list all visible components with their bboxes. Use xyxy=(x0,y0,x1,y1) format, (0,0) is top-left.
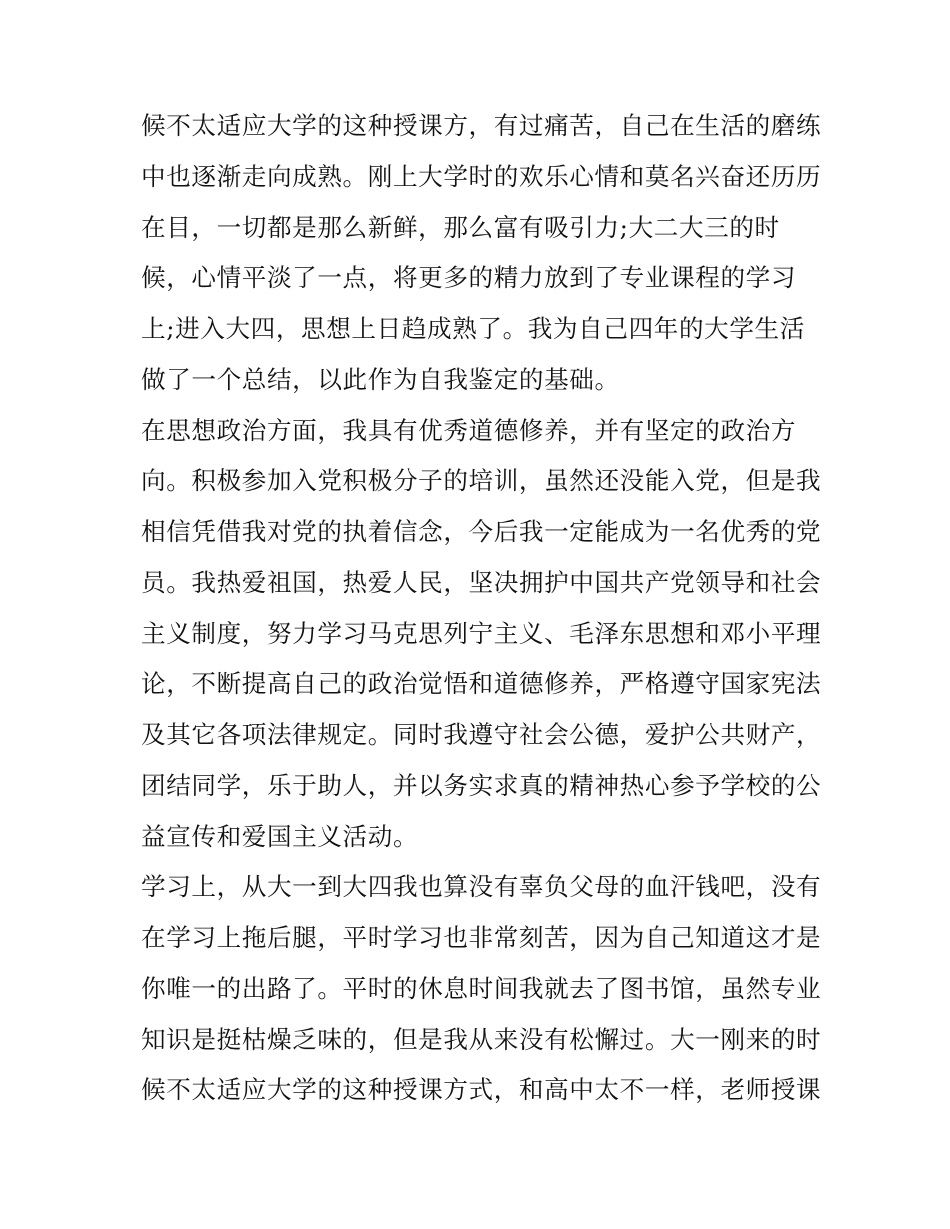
text-line: 候不太适应大学的这种授课方，有过痛苦，自己在生活的磨练 xyxy=(141,111,822,140)
text-line: 在目，一切都是那么新鲜，那么富有吸引力;大二大三的时 xyxy=(141,212,780,242)
text-line: 做了一个总结，以此作为自我鉴定的基础。 xyxy=(141,364,620,394)
text-line: 候不太适应大学的这种授课方式，和高中太不一样，老师授课 xyxy=(141,1075,822,1105)
text-line: 在学习上拖后腿，平时学习也非常刻苦，因为自己知道这才是 xyxy=(141,923,822,952)
text-line: 上;进入大四，思想上日趋成熟了。我为自己四年的大学生活 xyxy=(141,314,805,343)
text-line: 团结同学，乐于助人，并以务实求真的精神热心参予学校的公 xyxy=(141,770,822,800)
text-line: 论，不断提高自己的政治觉悟和道德修养，严格遵守国家宪法 xyxy=(141,669,822,699)
text-line: 你唯一的出路了。平时的休息时间我就去了图书馆，虽然专业 xyxy=(141,973,822,1003)
text-line: 主义制度，努力学习马克思列宁主义、毛泽东思想和邓小平理 xyxy=(141,618,822,648)
text-line: 员。我热爱祖国，热爱人民，坚决拥护中国共产党领导和社会 xyxy=(141,567,822,597)
text-line: 中也逐渐走向成熟。刚上大学时的欢乐心情和莫名兴奋还历历 xyxy=(141,161,822,191)
text-line: 相信凭借我对党的执着信念，今后我一定能成为一名优秀的党 xyxy=(141,517,822,546)
text-line: 候，心情平淡了一点，将更多的精力放到了专业课程的学习 xyxy=(141,263,797,293)
text-line: 及其它各项法律规定。同时我遵守社会公德，爱护公共财产， xyxy=(141,720,822,749)
text-line: 益宣传和爱国主义活动。 xyxy=(141,821,419,851)
text-line: 学习上，从大一到大四我也算没有辜负父母的血汗钱吧，没有 xyxy=(141,872,822,902)
text-line: 向。积极参加入党积极分子的培训，虽然还没能入党，但是我 xyxy=(141,466,822,496)
text-line: 知识是挺枯燥乏味的，但是我从来没有松懈过。大一刚来的时 xyxy=(141,1024,822,1054)
document-body xyxy=(141,101,821,1116)
text-line: 在思想政治方面，我具有优秀道德修养，并有坚定的政治方 xyxy=(141,415,797,445)
